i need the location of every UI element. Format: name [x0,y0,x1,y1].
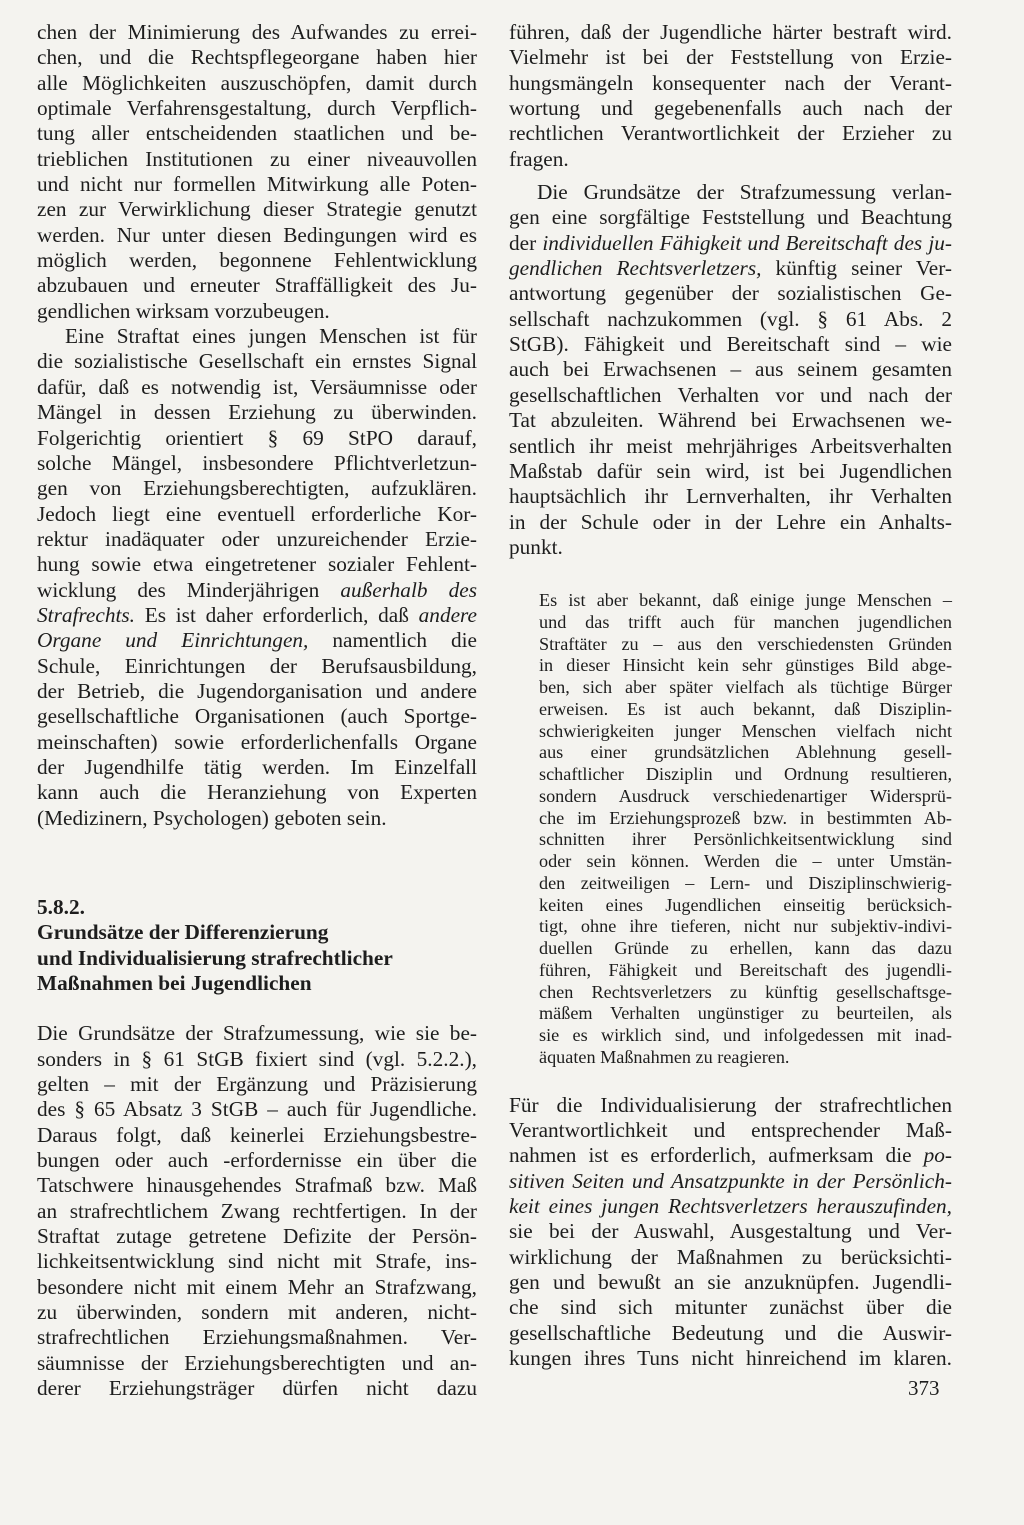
text-line: gendlichen Rechtsverletzers, künftig seiner Ver- [509,256,952,281]
text-line: kungen ihres Tuns nicht hinreichend im klaren. [509,1346,952,1371]
text-line: Straftat zutage getretene Defizite der Persön- [37,1223,477,1248]
text-line: der Jugendhilfe tätig werden. Im Einzelfall [37,754,477,779]
quote-line: Es ist aber bekannt, daß einige junge Menschen – [539,590,952,611]
text-line: säumnisse der Erziehungsberechtigten und an- [37,1350,477,1375]
text-line: gesellschaftliche Organisationen (auch Sportge- [37,704,477,729]
text-line: StGB). Fähigkeit und Bereitschaft sind – wie [509,332,952,357]
text-line: Maßstab dafür sein wird, ist bei Jugendlichen [509,458,952,483]
italic-segment: sitiven Seiten und Ansatzpunkte in der Persönlich- [509,1168,952,1193]
text-line: Die Grundsätze der Strafzumessung verlan- [537,180,952,205]
quote-line: keiten eines Jugendlichen einseitig berücksich- [539,894,952,915]
text-line: gen von Erziehungsberechtigten, aufzuklären. [37,476,477,501]
text-line: werden. Nur unter diesen Bedingungen wird es [37,222,477,247]
section-title-line: Maßnahmen bei Jugendlichen [37,970,312,995]
text-line: optimale Verfahrensgestaltung, durch Verpflich- [37,96,477,121]
text-line: chen, und die Rechtspflegeorgane haben hier [37,45,477,70]
text-line: Jedoch liegt eine eventuell erforderliche Kor- [37,501,477,526]
right-column [509,20,952,1372]
text-line: der Betrieb, die Jugendorganisation und andere [37,678,477,703]
text-line [509,1169,952,1194]
text-line: punkt. [509,534,563,559]
text-line: che sind sich mitunter zunächst über die [509,1295,952,1320]
section-title-line: und Individualisierung strafrechtlicher [37,945,393,970]
quote-line: den zeitweiligen – Lern- und Disziplinschwierig- [539,872,952,893]
quote-line: oder sein können. Werden die – unter Umstän- [539,851,952,872]
text-line: bungen oder auch -erfordernisse ein über die [37,1147,477,1172]
text-line: kann auch die Heranziehung von Experten [37,780,477,805]
text-line: tung aller entscheidenden staatlichen und be- [37,121,477,146]
block-quote [539,590,952,1069]
text-line: trieblichen Institutionen zu einer niveauvollen [37,146,477,171]
italic-segment: keit eines jungen Rechtsverletzers herauszufinden, [509,1194,952,1219]
text-line: zen zur Verwirklichung dieser Strategie genutzt [37,197,477,222]
italic-segment: individuellen Fähigkeit und Bereitschaft des ju- [542,230,952,255]
text-line: meinschaften) sowie erforderlichenfalls Organe [37,729,477,754]
italic-segment: gendlichen Rechtsverletzers, [509,256,762,281]
text-line: sie bei der Auswahl, Ausgestaltung und Ver- [509,1219,952,1244]
text-line: rektur inadäquater oder unzureichender Erzie- [37,526,477,551]
quote-line: tigt, ohne ihre tieferen, nicht nur subjektiv-indivi- [539,916,952,937]
quote-line: in dieser Hinsicht kein sehr günstiges Bild abge- [539,655,952,676]
quote-line: äquaten Maßnahmen zu reagieren. [539,1046,790,1067]
text-line: wortung und gegebenenfalls auch nach der [509,96,952,121]
paragraph [509,20,952,172]
text-line: möglich werden, begonnene Fehlentwicklung [37,248,477,273]
text-line: Organe und Einrichtungen, namentlich die [37,628,477,653]
text-line: gendlichen wirksam vorzubeugen. [37,298,330,323]
text-line: rechtlichen Verantwortlichkeit der Erzieher zu [509,121,952,146]
text-line [37,578,477,603]
text-line: sellschaft nachzukommen (vgl. § 61 Abs. 2 [509,306,952,331]
text-line: (Medizinern, Psychologen) geboten sein. [37,805,387,830]
text-line: Mängel in dessen Erziehung zu überwinden. [37,400,477,425]
paragraph [37,324,477,349]
paragraph [509,1093,952,1372]
text-line: chen der Minimierung des Aufwandes zu errei- [37,20,477,44]
left-column [37,20,477,1401]
text-line: hungsmängeln konsequenter nach der Verant- [509,70,952,95]
paragraph [509,180,952,560]
text-line: alle Möglichkeiten auszuschöpfen, damit durch [37,70,477,95]
quote-line: che im Erziehungsprozeß bzw. in bestimmten Ab- [539,807,952,828]
text-line [509,1194,952,1219]
text-line: lichkeitsentwicklung sind nicht mit Strafe, ins- [37,1249,477,1274]
quote-line: schaftlicher Disziplin und Ordnung resultieren, [539,764,952,785]
text-line: Vielmehr ist bei der Feststellung von Erzie- [509,45,952,70]
text-line: derer Erziehungsträger dürfen nicht dazu [37,1376,477,1400]
text-line: an strafrechtlichem Zwang rechtfertigen. In der [37,1198,477,1223]
paragraph [37,20,477,324]
text-line: sentlich ihr meist mehrjähriges Arbeitsverhalten [509,433,952,458]
text-line: hauptsächlich ihr Lernverhalten, ihr Verhalten [509,484,952,509]
text-line: und nicht nur formellen Mitwirkung alle Poten- [37,172,477,197]
text-line: zu überwinden, sondern mit anderen, nicht- [37,1299,477,1324]
text-line: gen eine sorgfältige Feststellung und Beachtung [509,205,952,230]
quote-line: chen Rechtsverletzers zu künftig gesellschaftsge- [539,981,952,1002]
italic-segment: Strafrechts. [37,602,135,627]
text-line: Tatschwere hinausgehendes Strafmaß bzw. Maß [37,1173,477,1198]
text-line: Strafrechts. Es ist daher erforderlich, daß andere [37,602,477,627]
quote-line: erweisen. Es ist auch bekannt, daß Disziplin- [539,698,952,719]
text-line: nahmen ist es erforderlich, aufmerksam die po- [509,1143,952,1168]
quote-line: duellen Gründe zu erhellen, kann das dazu [539,938,952,959]
italic-segment: Organe und Einrichtungen, [37,628,309,653]
text-line: fragen. [509,146,569,171]
text-line: in der Schule oder in der Lehre ein Anhalts- [509,509,952,534]
text-line: solche Mängel, insbesondere Pflichtverletzun- [37,450,477,475]
text-line: Für die Individualisierung der strafrechtlichen [509,1092,952,1117]
paragraph [37,349,477,831]
quote-line: ben, sich aber später vielfach als tüchtige Bürger [539,677,952,698]
italic-segment: andere [418,602,477,627]
quote-line: mäßem Verhalten ungünstiger zu beurteilen, als [539,1003,952,1024]
text-line: des § 65 Absatz 3 StGB – auch für Jugendliche. [37,1097,477,1122]
quote-line: aus einer grundsätzlichen Ablehnung gesell- [539,742,952,763]
quote-line: sie es wirklich sind, und infolgedessen mit inad- [539,1025,952,1046]
text-line: Die Grundsätze der Strafzumessung, wie sie be- [37,1021,477,1046]
text-line: gelten – mit der Ergänzung und Präzisierung [37,1071,477,1096]
text-line: Verantwortlichkeit und entsprechender Maß- [509,1118,952,1143]
text-line: strafrechtlichen Erziehungsmaßnahmen. Ver- [37,1325,477,1350]
text-line: gesellschaftliche Bedeutung und die Auswir- [509,1320,952,1345]
italic-segment: po- [923,1143,952,1168]
text-line: Eine Straftat eines jungen Menschen ist für [65,324,477,349]
section-heading [37,895,477,996]
text-line: auch bei Erwachsenen – aus seinem gesamten [509,357,952,382]
text-line: dafür, daß es notwendig ist, Versäumnisse oder [37,374,477,399]
text-line: führen, daß der Jugendliche härter bestraft wird. [509,20,952,44]
quote-line: sondern Ausdruck verschiedenartiger Widersprü- [539,785,952,806]
section-number: 5.8.2. [37,895,85,919]
text-line: gesellschaftlichen Verhalten vor und nach der [509,382,952,407]
text-line: die sozialistische Gesellschaft ein ernstes Signal [37,349,477,374]
text-line: Folgerichtig orientiert § 69 StPO darauf, [37,425,477,450]
text-line: wirklichung der Maßnahmen zu berücksichti- [509,1244,952,1269]
quote-line: führen, Fähigkeit und Bereitschaft des jugendli- [539,959,952,980]
italic-segment: außerhalb des [340,577,477,602]
quote-line: Straftäter zu – aus den verschiedensten Gründen [539,633,952,654]
text-line: besondere nicht mit einem Mehr an Strafzwang, [37,1274,477,1299]
text-line: Daraus folgt, daß keinerlei Erziehungsbestre- [37,1122,477,1147]
quote-line: und das trifft auch für manchen jugendlichen [539,611,952,632]
text-line: der individuellen Fähigkeit und Bereitschaft des ju- [509,230,952,255]
text-line: Schule, Einrichtungen der Berufsausbildung, [37,653,477,678]
page-number: 373 [908,1376,940,1400]
text-line: abzubauen und erneuter Straffälligkeit des Ju- [37,273,477,298]
paragraph [37,1021,477,1401]
text-segment: wicklung des Minderjährigen [37,577,341,602]
quote-line: schwierigkeiten junger Menschen vielfach nicht [539,720,952,741]
quote-line: schnitten ihrer Persönlichkeitsentwicklung sind [539,829,952,850]
text-line: gen und bewußt an sie anzuknüpfen. Jugendli- [509,1270,952,1295]
section-title-line: Grundsätze der Differenzierung [37,920,329,945]
text-line: Tat abzuleiten. Während bei Erwachsenen we- [509,408,952,433]
text-line: hung sowie etwa eingetretener sozialer Fehlent- [37,552,477,577]
text-line: antwortung gegenüber der sozialistischen Ge- [509,281,952,306]
text-line: sonders in § 61 StGB fixiert sind (vgl. 5.2.2.), [37,1046,477,1071]
